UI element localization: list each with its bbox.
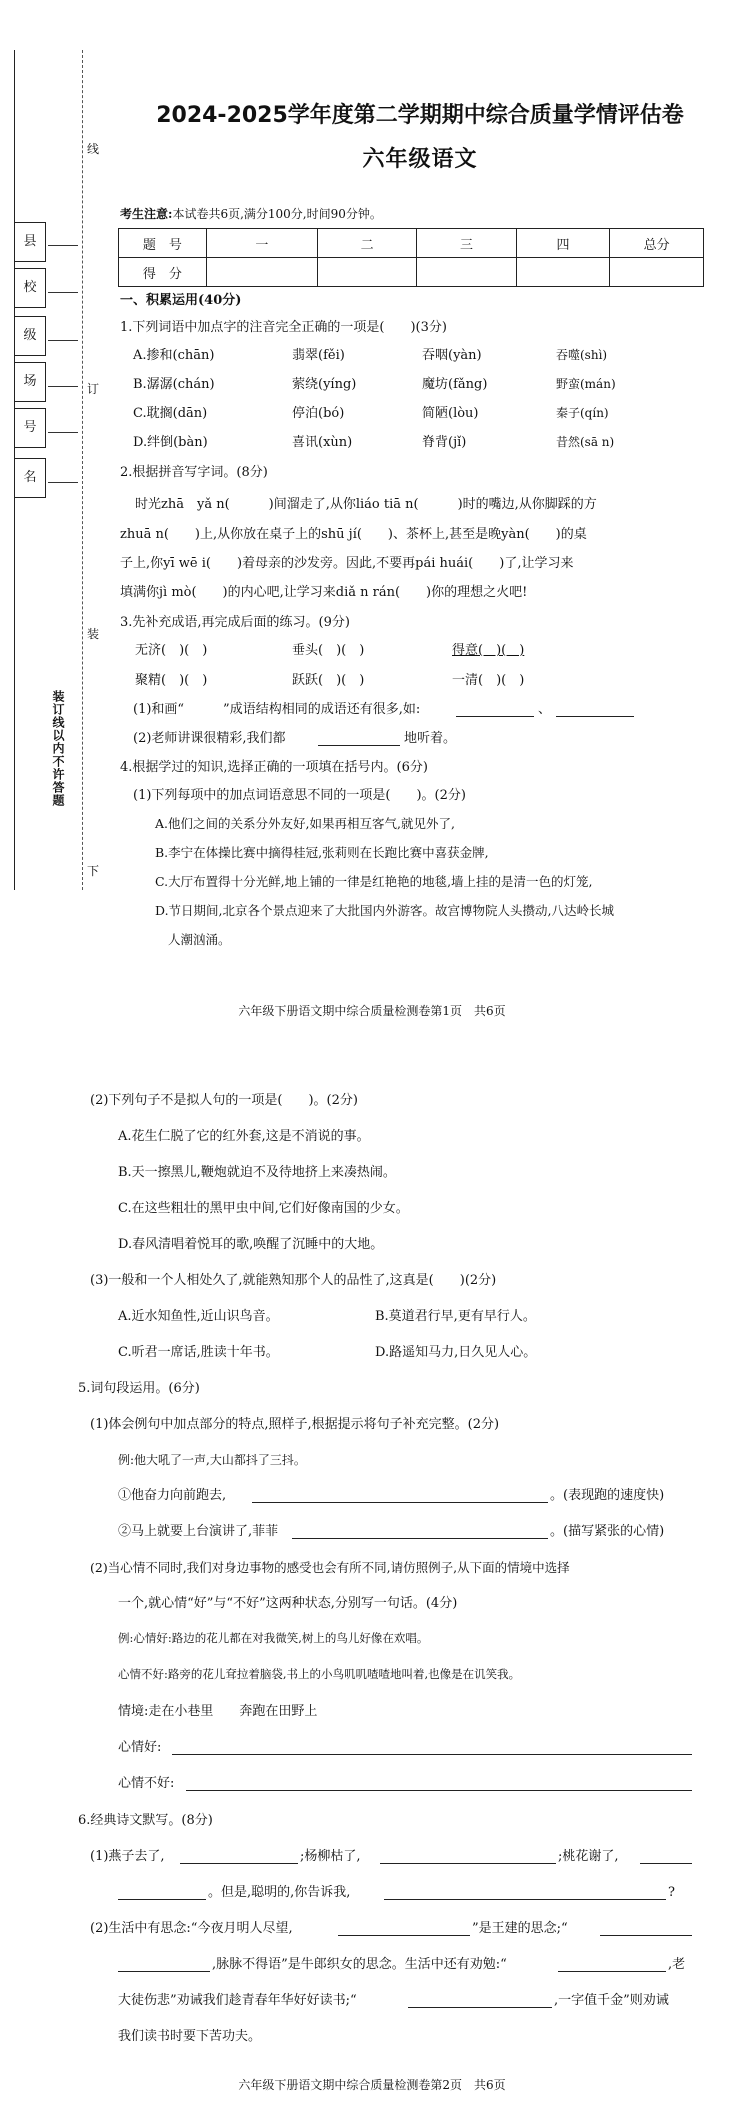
q6-l5b: ,一字值千金”则劝诫	[554, 1993, 669, 2008]
score-table-cell: 一	[206, 229, 317, 258]
q4-sub1: (1)下列每项中的加点词语意思不同的一项是( )。(2分)	[133, 788, 466, 803]
notice-label: 考生注意:	[120, 207, 173, 221]
class-box: 级	[14, 316, 46, 356]
q3-sub2-blank[interactable]	[318, 745, 400, 746]
binding-warning: 装订线以内不许答题	[51, 690, 65, 807]
q2-line[interactable]: zhuā n( )上,从你放在桌子上的shū jí( )、茶杯上,甚至是晚yàn( )的桌	[120, 527, 587, 542]
score-table-cell: 三	[417, 229, 516, 258]
exam-subtitle: 六年级语文	[362, 147, 478, 172]
score-table	[118, 228, 704, 287]
binding-mark-staple: 订	[87, 382, 100, 396]
q1-option: 停泊(bó)	[292, 406, 345, 421]
q4-2-option: B.天一擦黑儿,鞭炮就迫不及待地挤上来凑热闹。	[118, 1165, 396, 1180]
q4-stem: 4.根据学过的知识,选择正确的一项填在括号内。(6分)	[120, 760, 428, 775]
q3-idiom[interactable]: 跃跃( )( )	[292, 673, 365, 688]
q5-stem: 5.词句段运用。(6分)	[78, 1381, 200, 1396]
q6-blank[interactable]	[640, 1863, 692, 1864]
q1-option: 萦绕(yíng)	[292, 377, 357, 392]
q6-blank[interactable]	[558, 1971, 666, 1972]
score-input-cell[interactable]	[206, 258, 317, 287]
q1-option: D.绊倒(bàn)	[133, 435, 208, 450]
q4-3-option: C.听君一席话,胜读十年书。	[118, 1345, 279, 1360]
q5-good-answer-line[interactable]	[172, 1754, 692, 1755]
q5-line1: ①他奋力向前跑去,	[118, 1488, 227, 1503]
q3-stem: 3.先补充成语,再完成后面的练习。(9分)	[120, 615, 350, 630]
q4-option: B.李宁在体操比赛中摘得桂冠,张莉则在长跑比赛中喜获金牌,	[155, 845, 489, 860]
q5-example: 例:他大吼了一声,大山都抖了三抖。	[118, 1453, 306, 1467]
q5-line2-blank[interactable]	[292, 1538, 548, 1539]
q1-option: 脊背(jǐ)	[422, 435, 467, 450]
q5-line2: ②马上就要上台演讲了,菲菲	[118, 1524, 279, 1539]
score-table-header-row	[119, 229, 704, 258]
county-field-line[interactable]	[48, 245, 78, 246]
exam-title: 2024-2025学年度第二学期期中综合质量学情评估卷	[156, 103, 684, 128]
name-box: 名	[14, 458, 46, 498]
binding-mark-line: 线	[87, 142, 100, 156]
q6-blank[interactable]	[380, 1863, 556, 1864]
q1-option: 简陋(lòu)	[422, 406, 479, 421]
q3-idiom[interactable]: 聚精( )( )	[135, 673, 208, 688]
q6-l2-end: ?	[668, 1885, 675, 1900]
score-table-cell: 题 号	[119, 229, 207, 258]
score-input-cell[interactable]	[317, 258, 416, 287]
q2-line[interactable]: 时光zhā yǎ n( )间溜走了,从你liáo tiā n( )时的嘴边,从你脚踩的方	[135, 497, 597, 512]
exam-notice	[120, 205, 382, 222]
q4-option-cont: 人潮汹涌。	[168, 932, 231, 947]
q3-sub1: (1)和画“ ”成语结构相同的成语还有很多,如:	[133, 702, 421, 717]
q1-option: C.耽搁(dān)	[133, 406, 208, 421]
school-field-line[interactable]	[48, 292, 78, 293]
q5-line1-blank[interactable]	[252, 1502, 548, 1503]
q5-bad-answer-line[interactable]	[186, 1790, 692, 1791]
q1-option: B.潺潺(chán)	[133, 377, 215, 392]
q5-sub1: (1)体会例句中加点部分的特点,照样子,根据提示将句子补充完整。(2分)	[90, 1417, 500, 1432]
q6-blank[interactable]	[408, 2007, 552, 2008]
class-field-line[interactable]	[48, 340, 78, 341]
q4-option: A.他们之间的关系分外友好,如果再相互客气,就见外了,	[155, 816, 455, 831]
q5-bad-label: 心情不好:	[118, 1776, 175, 1791]
q4-3-option: B.莫道君行早,更有早行人。	[375, 1309, 536, 1324]
q1-option: 昔然(sā n)	[556, 435, 615, 449]
q2-line[interactable]: 填满你jì mò( )的内心吧,让学习来diǎ n rán( )你的理想之火吧!	[120, 585, 528, 600]
q6-blank[interactable]	[118, 1971, 210, 1972]
q4-option: D.节日期间,北京各个景点迎来了大批国内外游客。故宫博物院人头攒动,八达岭长城	[155, 903, 614, 918]
q5-example-good: 例:心情好:路边的花儿都在对我微笑,树上的鸟儿好像在欢唱。	[118, 1631, 429, 1645]
q2-line[interactable]: 子上,你yī wē i( )着母亲的沙发旁。因此,不要再pái huái( )了,让学习来	[120, 556, 574, 571]
q1-option: 翡翠(fěi)	[292, 348, 345, 363]
binding-mark-bind: 装	[87, 627, 100, 641]
q4-2-option: D.春风清唱着悦耳的歌,唤醒了沉睡中的大地。	[118, 1237, 384, 1252]
venue-field-line[interactable]	[48, 386, 78, 387]
q6-l3a: (2)生活中有思念:“今夜月明人尽望,	[90, 1921, 293, 1936]
q4-3-stem: (3)一般和一个人相处久了,就能熟知那个人的品性了,这真是( )(2分)	[90, 1273, 497, 1288]
venue-box: 场	[14, 362, 46, 402]
q6-blank[interactable]	[118, 1899, 206, 1900]
q5-line1-end: 。(表现跑的速度快)	[550, 1488, 665, 1503]
q1-option: 秦子(qín)	[556, 406, 609, 420]
score-table-score-row	[119, 258, 704, 287]
score-input-cell[interactable]	[516, 258, 610, 287]
county-box: 县	[14, 222, 46, 262]
q5-line2-end: 。(描写紧张的心情)	[550, 1524, 665, 1539]
q3-sub1-blank[interactable]	[456, 716, 534, 717]
q6-l4a: ,脉脉不得语”是牛郎织女的思念。生活中还有劝勉:“	[212, 1957, 507, 1972]
q1-stem: 1.下列词语中加点字的注音完全正确的一项是( )(3分)	[120, 320, 447, 335]
q4-2-stem: (2)下列句子不是拟人句的一项是( )。(2分)	[90, 1093, 358, 1108]
q3-sub2: (2)老师讲课很精彩,我们都	[133, 731, 286, 746]
q4-option: C.大厅布置得十分光鲜,地上铺的一律是红艳艳的地毯,墙上挂的是清一色的灯笼,	[155, 874, 593, 889]
binding-mark-below: 下	[87, 864, 100, 878]
score-table-cell: 四	[516, 229, 610, 258]
q6-blank[interactable]	[180, 1863, 298, 1864]
q3-idiom[interactable]: 垂头( )( )	[292, 643, 365, 658]
q1-option: 喜讯(xùn)	[292, 435, 353, 450]
q6-l5a: 大徒伤悲”劝诫我们趁青春年华好好读书;“	[118, 1993, 357, 2008]
seat-number-box: 号	[14, 408, 46, 448]
school-box: 校	[14, 268, 46, 308]
q1-option: 吞噬(shì)	[556, 348, 608, 362]
q4-2-option: C.在这些粗壮的黑甲虫中间,它们好像南国的少女。	[118, 1201, 409, 1216]
score-input-cell[interactable]	[417, 258, 516, 287]
q6-l1c: ;桃花谢了,	[558, 1849, 619, 1864]
q6-blank[interactable]	[384, 1899, 666, 1900]
q6-l1a: (1)燕子去了,	[90, 1849, 165, 1864]
q5-sub2a: (2)当心情不同时,我们对身边事物的感受也会有所不同,请仿照例子,从下面的情境中选择	[90, 1560, 570, 1575]
q6-blank[interactable]	[338, 1935, 470, 1936]
q6-blank[interactable]	[600, 1935, 692, 1936]
score-table-cell: 总分	[610, 229, 704, 258]
score-input-cell[interactable]	[610, 258, 704, 287]
binding-cut-line	[82, 50, 83, 890]
q6-l6: 我们读书时要下苦功夫。	[118, 2029, 262, 2044]
q3-idiom[interactable]: 无济( )( )	[135, 643, 208, 658]
separator: 、	[538, 702, 552, 717]
q5-good-label: 心情好:	[118, 1740, 162, 1755]
q1-option: 吞咽(yàn)	[422, 348, 482, 363]
page2-footer: 六年级下册语文期中综合质量检测卷第2页 共6页	[238, 2078, 506, 2092]
q5-sub2b: 一个,就心情“好”与“不好”这两种状态,分别写一句话。(4分)	[118, 1596, 458, 1611]
q6-l3b: ”是王建的思念;“	[472, 1921, 568, 1936]
seat-number-field-line[interactable]	[48, 432, 78, 433]
section1-heading: 一、积累运用(40分)	[120, 293, 242, 308]
q6-stem: 6.经典诗文默写。(8分)	[78, 1813, 213, 1828]
q3-sub1-blank[interactable]	[556, 716, 634, 717]
q2-stem: 2.根据拼音写字词。(8分)	[120, 465, 268, 480]
q1-option: 野蛮(mán)	[556, 377, 616, 391]
page1-footer: 六年级下册语文期中综合质量检测卷第1页 共6页	[238, 1004, 506, 1018]
q3-sub2-end: 地听着。	[404, 731, 457, 746]
score-table-cell: 得 分	[119, 258, 207, 287]
q5-scene: 情境:走在小巷里 奔跑在田野上	[118, 1704, 318, 1719]
q6-l2: 。但是,聪明的,你告诉我,	[208, 1885, 351, 1900]
q6-l4b: ,老	[668, 1957, 686, 1972]
q3-idiom[interactable]: 一清( )( )	[452, 673, 525, 688]
score-table-cell: 二	[317, 229, 416, 258]
q4-2-option: A.花生仁脱了它的红外套,这是不消说的事。	[118, 1129, 370, 1144]
q5-example-bad: 心情不好:路旁的花儿耷拉着脑袋,书上的小鸟叽叽喳喳地叫着,也像是在讥笑我。	[118, 1667, 521, 1681]
q1-option: 魔坊(fǎng)	[422, 377, 488, 392]
q1-option: A.掺和(chān)	[133, 348, 215, 363]
q3-idiom-underlined[interactable]: 得意( )( )	[452, 643, 525, 658]
q6-l1b: ;杨柳枯了,	[300, 1849, 361, 1864]
notice-text: 本试卷共6页,满分100分,时间90分钟。	[172, 207, 382, 221]
q4-3-option: D.路遥知马力,日久见人心。	[375, 1345, 537, 1360]
name-field-line[interactable]	[48, 482, 78, 483]
q4-3-option: A.近水知鱼性,近山识鸟音。	[118, 1309, 279, 1324]
